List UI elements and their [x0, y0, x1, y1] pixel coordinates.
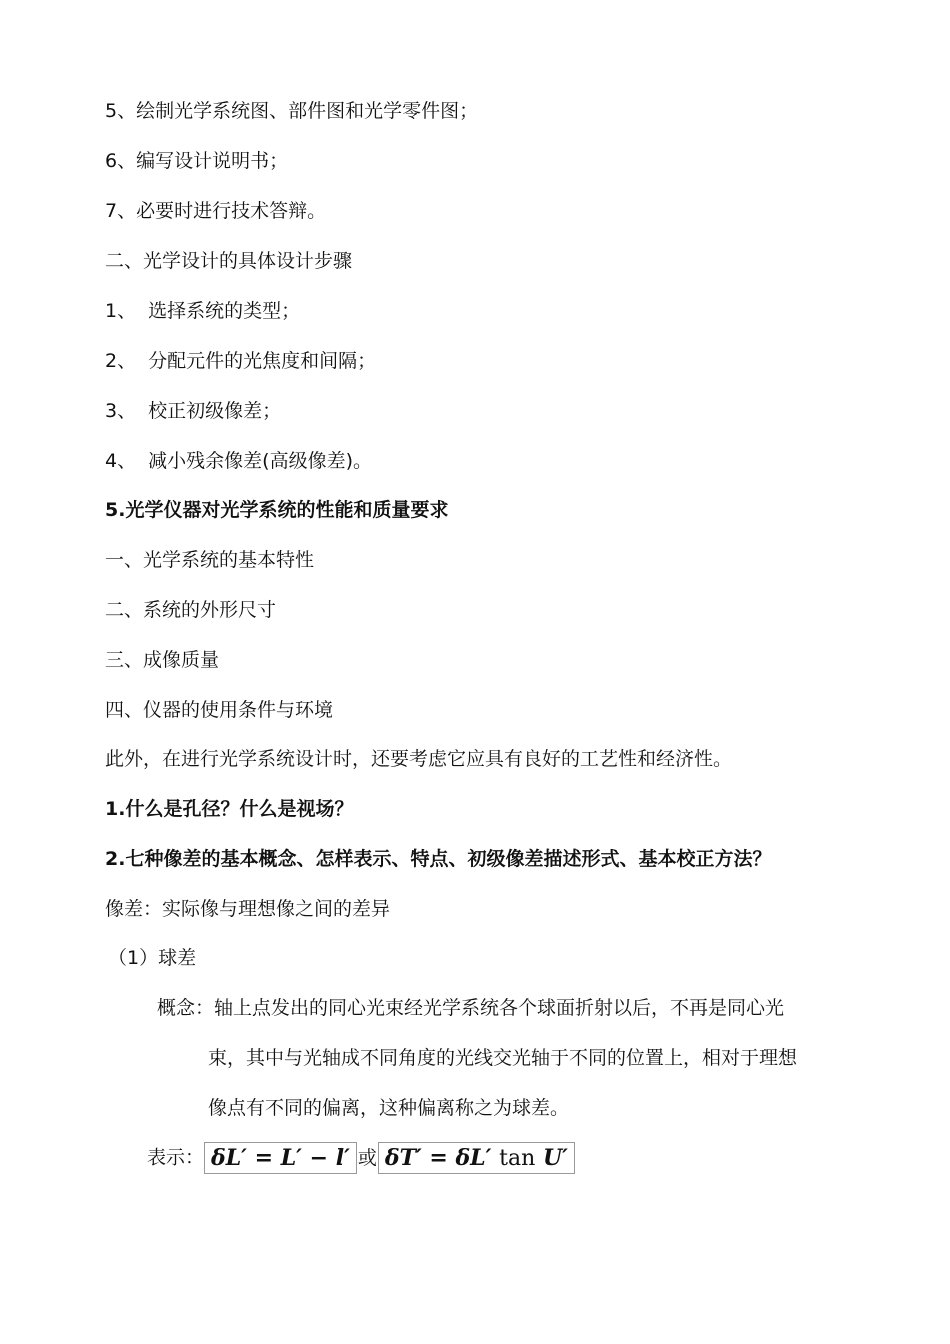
formula-image: [378, 1142, 575, 1174]
list-item: 2、 分配元件的光焦度和间隔；: [105, 350, 377, 372]
list-item: 3、 校正初级像差；: [105, 400, 282, 422]
paragraph: 此外，在进行光学系统设计时，还要考虑它应具有良好的工艺性和经济性。: [105, 748, 733, 770]
list-item: 5、绘制光学系统图、部件图和光学零件图；: [105, 100, 479, 122]
section-heading: 二、光学设计的具体设计步骤: [105, 250, 353, 272]
question-heading: 2.七种像差的基本概念、怎样表示、特点、初级像差描述形式、基本校正方法？: [105, 848, 772, 870]
list-item: 三、成像质量: [105, 649, 220, 671]
question-heading: 1.什么是孔径？什么是视场？: [105, 798, 354, 820]
list-item: 一、光学系统的基本特性: [105, 549, 315, 571]
bold-heading: 5.光学仪器对光学系统的性能和质量要求: [105, 499, 449, 521]
list-item: 1、 选择系统的类型；: [105, 300, 301, 322]
formula-part: tan: [499, 1145, 536, 1171]
formula-image: δL′ = L′ − l′: [204, 1142, 357, 1174]
paragraph: 像差：实际像与理想像之间的差异: [105, 898, 391, 920]
list-item: 4、 减小残余像差(高级像差)。: [105, 450, 372, 472]
list-item: 6、编写设计说明书；: [105, 150, 289, 172]
list-item: 7、必要时进行技术答辩。: [105, 200, 327, 222]
list-item: 二、系统的外形尺寸: [105, 599, 277, 621]
formula-label: 表示：: [147, 1146, 205, 1169]
list-item: 四、仪器的使用条件与环境: [105, 699, 334, 721]
paragraph: 概念：轴上点发出的同心光束经光学系统各个球面折射以后，不再是同心光: [157, 997, 785, 1019]
formula-part: δT′ = δL′: [384, 1144, 492, 1171]
formula-row: [147, 1141, 575, 1174]
paragraph: 像点有不同的偏离，这种偏离称之为球差。: [208, 1097, 570, 1119]
formula-part: U′: [542, 1144, 568, 1171]
formula-connector: 或: [357, 1146, 377, 1169]
paragraph: 束，其中与光轴成不同角度的光线交光轴于不同的位置上，相对于理想: [208, 1047, 798, 1069]
subsection-heading: （1）球差: [108, 947, 197, 969]
